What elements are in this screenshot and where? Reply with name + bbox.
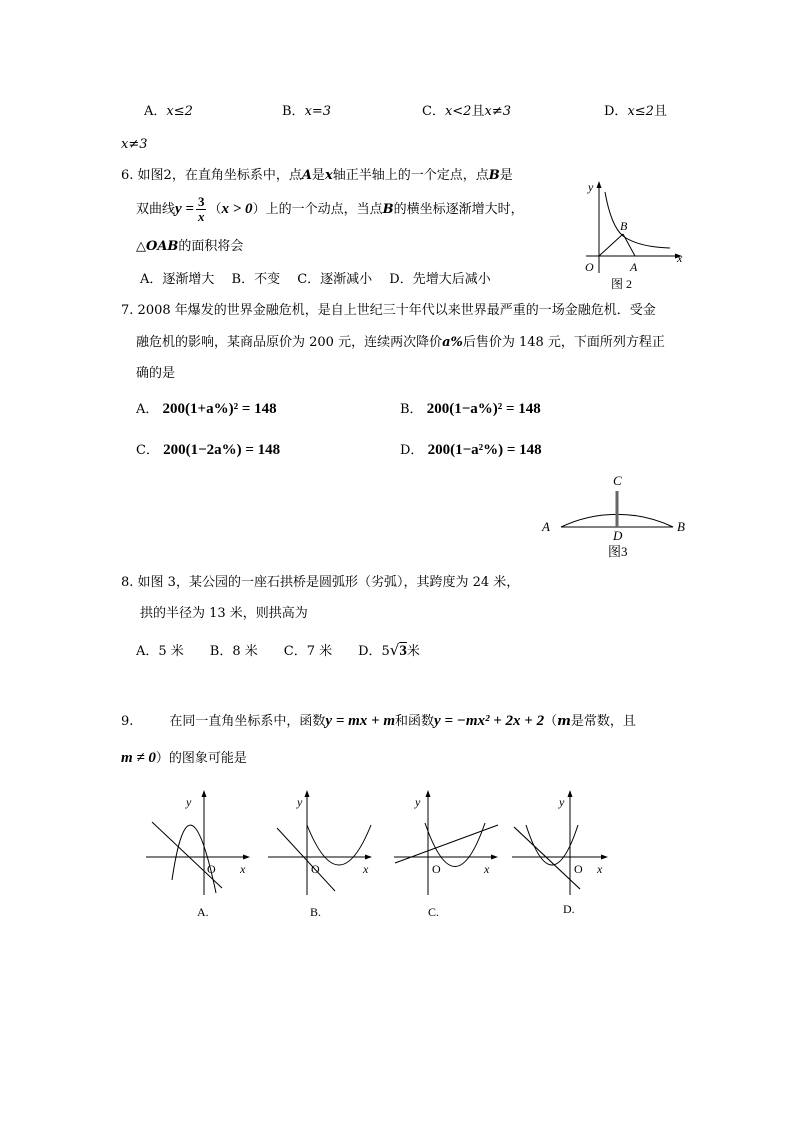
fig3-label-d: D xyxy=(613,528,623,543)
q9-line2: m ≠ 0）的图象可能是 xyxy=(121,750,247,766)
fig2-caption: 图 2 xyxy=(611,277,633,291)
graph-a-label-o: O xyxy=(207,862,216,876)
fig2-label-b: B xyxy=(620,219,628,233)
q5-option-c: C．x<2且x≠3 xyxy=(422,104,511,119)
graph-d-label-y: y xyxy=(559,795,565,809)
sqrt-sign: √ xyxy=(389,641,400,659)
graph-a-label-y: y xyxy=(186,795,192,809)
graph-a-label: A. xyxy=(197,905,209,919)
q8-figure xyxy=(538,472,694,562)
graph-d-y-arrow xyxy=(568,790,573,797)
graph-a-y-arrow xyxy=(202,790,207,797)
q7-line3: 确的是 xyxy=(136,366,176,381)
q9-graph-b xyxy=(262,785,377,920)
graph-b-label-y: y xyxy=(297,795,303,809)
graph-c-label-o: O xyxy=(432,862,441,876)
graph-a-x-arrow xyxy=(243,855,250,860)
q9-graph-d xyxy=(508,785,623,920)
graph-b-label: B. xyxy=(310,905,322,919)
fig3-label-a: A xyxy=(542,519,550,534)
fig3-caption: 图3 xyxy=(608,544,628,559)
graph-c-label-x: x xyxy=(484,862,490,876)
fig2-y-arrow xyxy=(597,181,602,188)
q8-line2: 拱的半径为 13 米，则拱高为 xyxy=(140,606,308,621)
graph-d-label: D. xyxy=(563,902,575,916)
graph-d-label-o: O xyxy=(574,862,583,876)
fig2-segment-ba xyxy=(623,234,635,256)
q6-line3: △OAB的面积将会 xyxy=(136,239,244,254)
q7-option-b: B． 200(1−a%)² = 148 xyxy=(400,401,541,417)
fig2-label-o: O xyxy=(585,260,594,274)
q9-graph-c xyxy=(390,785,505,920)
graph-d-label-x: x xyxy=(597,862,603,876)
graph-b-label-x: x xyxy=(363,862,369,876)
q9-graph-a xyxy=(140,785,255,920)
q7-option-c: C． 200(1−2a%) = 148 xyxy=(136,442,281,458)
graph-d-x-arrow xyxy=(601,855,608,860)
graph-b-y-arrow xyxy=(305,790,310,797)
q8-options: A．5 米 B．8 米 C．7 米 D．5√3米 xyxy=(136,641,420,659)
graph-b-label-o: O xyxy=(311,862,320,876)
q7-line2: 融危机的影响，某商品原价为 200 元，连续两次降价a%后售价为 148 元，下面所列方程正 xyxy=(136,335,665,350)
q6-line2: 双曲线y = $\frac{3}{x}$ （x > 0）上的一个动点，当点B的横坐标逐渐增大时， xyxy=(136,194,524,224)
graph-c-label: C. xyxy=(428,905,440,919)
q7-line1: 7. 2008 年爆发的世界金融危机，是自上世纪三十年代以来世界最严重的一场金融危机．受金 xyxy=(121,303,656,318)
q6-options: A．逐渐增大 B．不变 C．逐渐减小 D．先增大后减小 xyxy=(140,272,491,287)
graph-b-line xyxy=(277,828,335,891)
graph-b-x-arrow xyxy=(365,855,372,860)
graph-a-label-x: x xyxy=(240,862,246,876)
q5-option-b: B．x=3 xyxy=(282,104,332,119)
graph-c-label-y: y xyxy=(415,795,421,809)
fig3-label-b: B xyxy=(677,519,685,534)
q6-fraction: $\frac{3}{x}$ xyxy=(197,194,205,224)
q5-option-d: D．x≤2且 xyxy=(604,104,667,119)
q9-line1: 9. 在同一直角坐标系中，函数y = mx + m和函数y = −mx² + 2x + 2（m是常数，且 xyxy=(121,713,636,729)
q7-option-d: D． 200(1−a²%) = 148 xyxy=(400,442,542,458)
q5-option-a: A．x≤2 xyxy=(144,104,193,119)
graph-c-parabola xyxy=(425,823,485,867)
q8-line1: 8. 如图 3，某公园的一座石拱桥是圆弧形（劣弧），其跨度为 24 米， xyxy=(121,575,520,590)
q5-option-d-wrap: x≠3 xyxy=(121,137,148,152)
fig3-label-c: C xyxy=(613,473,622,488)
fig2-label-y: y xyxy=(588,180,594,194)
graph-a-line xyxy=(152,822,222,888)
q6-line1: 6. 如图2，在直角坐标系中，点A是x轴正半轴上的一个定点，点B是 xyxy=(121,168,513,183)
q6-figure xyxy=(578,178,688,290)
graph-a-parabola xyxy=(172,825,216,893)
graph-c-y-arrow xyxy=(426,790,431,797)
graph-b-parabola xyxy=(307,825,371,865)
fig2-label-a: A xyxy=(630,260,638,274)
q7-option-a: A． 200(1+a%)² = 148 xyxy=(136,401,277,417)
fig2-segment-ob xyxy=(599,234,623,256)
graph-c-x-arrow xyxy=(491,855,498,860)
fig2-hyperbola xyxy=(605,192,670,248)
fig2-label-x: x xyxy=(677,251,683,265)
